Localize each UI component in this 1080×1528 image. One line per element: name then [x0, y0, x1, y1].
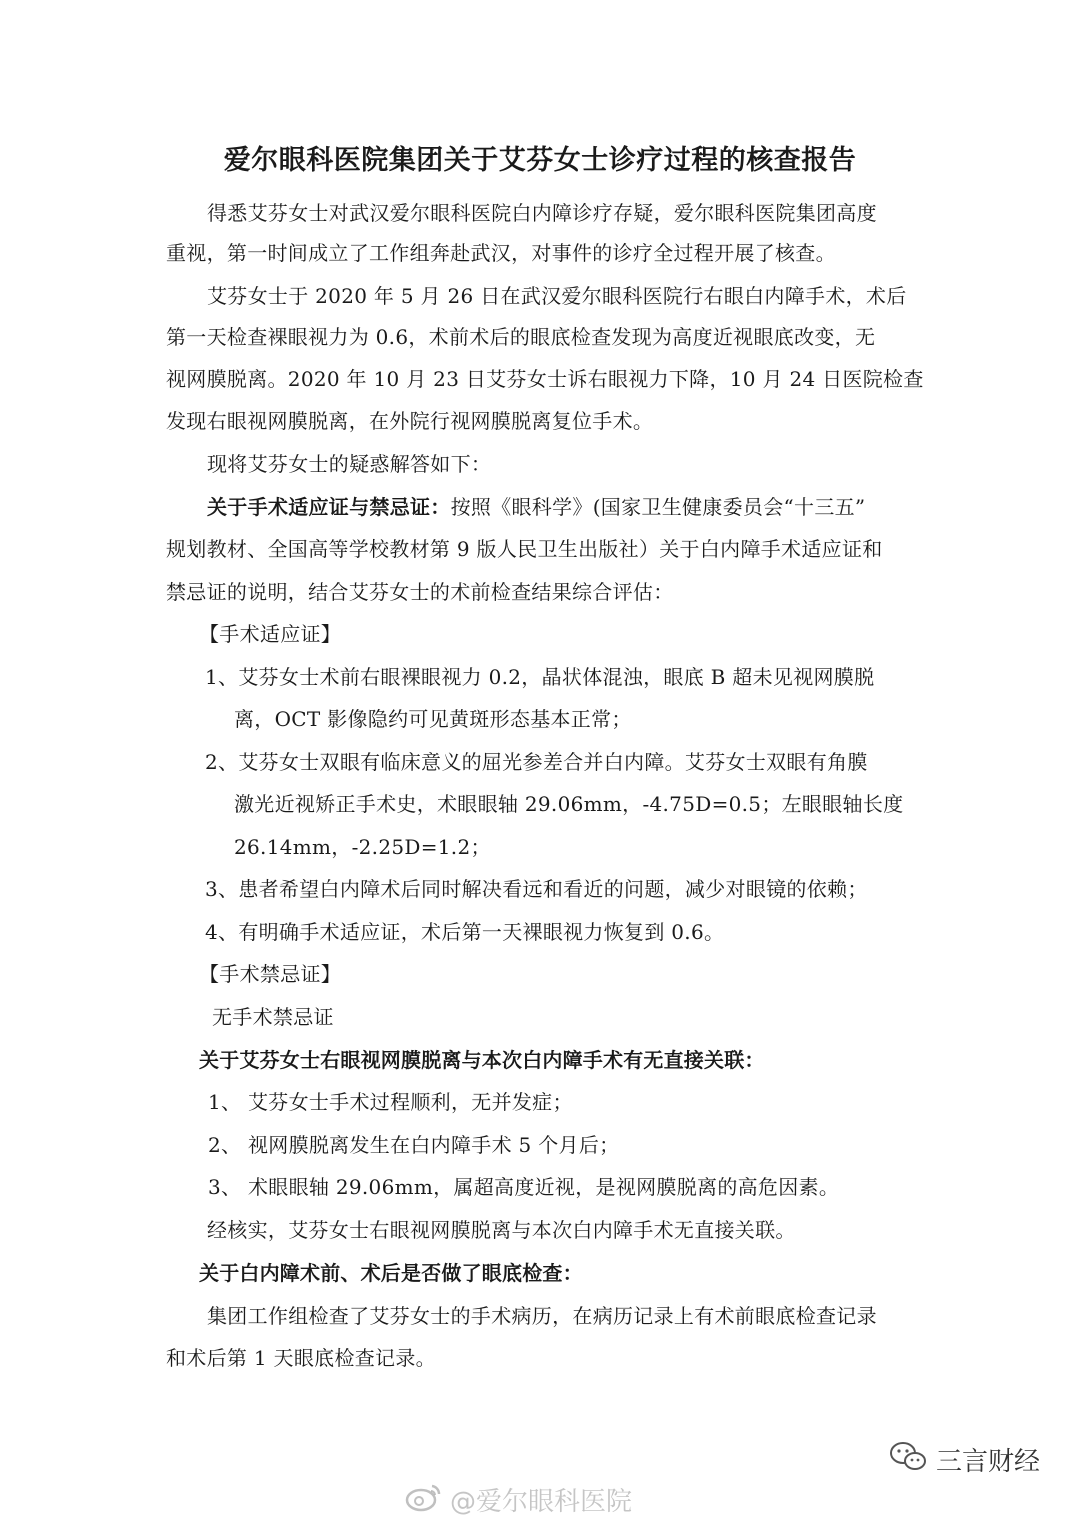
section-3-line-1: 集团工作组检查了艾芬女士的手术病历，在病历记录上有术前眼底检查记录 [207, 1304, 877, 1328]
contraindications-text: 无手术禁忌证 [212, 1005, 334, 1029]
paragraph-1-line-1: 得悉艾芬女士对武汉爱尔眼科医院白内障诊疗存疑，爱尔眼科医院集团高度 [207, 201, 877, 225]
paragraph-3: 现将艾芬女士的疑惑解答如下： [207, 452, 492, 476]
indication-2-line-2: 激光近视矫正手术史，术眼眼轴 29.06mm，-4.75D=0.5；左眼眼轴长度 [234, 792, 904, 816]
indication-2-line-3: 26.14mm，-2.25D=1.2； [234, 835, 491, 859]
paragraph-2-line-3: 视网膜脱离。2020 年 10 月 23 日艾芬女士诉右眼视力下降，10 月 24 日医院检查 [166, 367, 924, 391]
wechat-icon [888, 1440, 928, 1479]
section-2-item-3: 3、 术眼眼轴 29.06mm，属超高度近视，是视网膜脱离的高危因素。 [208, 1175, 840, 1199]
section-3-heading: 关于白内障术前、术后是否做了眼底检查： [199, 1261, 583, 1285]
section-1-line-1 [207, 495, 865, 519]
indication-1-line-1: 1、艾芬女士术前右眼裸眼视力 0.2，晶状体混浊，眼底 B 超未见视网膜脱 [205, 665, 875, 689]
section-2-item-2: 2、 视网膜脱离发生在白内障手术 5 个月后； [208, 1133, 620, 1157]
indication-4: 4、有明确手术适应证，术后第一天裸眼视力恢复到 0.6。 [205, 920, 725, 944]
contraindications-heading: 【手术禁忌证】 [199, 962, 342, 986]
paragraph-2-line-2: 第一天检查裸眼视力为 0.6，术前术后的眼底检查发现为高度近视眼底改变，无 [166, 325, 876, 349]
section-1-line-1-rest: 按照《眼科学》(国家卫生健康委员会“十三五” [450, 495, 866, 519]
indication-1-line-2: 离，OCT 影像隐约可见黄斑形态基本正常； [234, 707, 632, 731]
indication-2-line-1: 2、艾芬女士双眼有临床意义的屈光参差合并白内障。艾芬女士双眼有角膜 [205, 750, 868, 774]
section-1-line-3: 禁忌证的说明，结合艾芬女士的术前检查结果综合评估： [166, 580, 674, 604]
indications-heading: 【手术适应证】 [199, 622, 342, 646]
paragraph-1-line-2: 重视，第一时间成立了工作组奔赴武汉，对事件的诊疗全过程开展了核查。 [166, 241, 836, 265]
weibo-watermark-text: @爱尔眼科医院 [450, 1487, 633, 1517]
section-2-conclusion: 经核实，艾芬女士右眼视网膜脱离与本次白内障手术无直接关联。 [207, 1218, 796, 1242]
paragraph-2-line-4: 发现右眼视网膜脱离，在外院行视网膜脱离复位手术。 [166, 409, 654, 433]
weibo-watermark [404, 1480, 632, 1519]
paragraph-2-line-1: 艾芬女士于 2020 年 5 月 26 日在武汉爱尔眼科医院行右眼白内障手术，术后 [207, 284, 907, 308]
section-2-item-1: 1、 艾芬女士手术过程顺利，无并发症； [208, 1090, 573, 1114]
section-1-heading: 关于手术适应证与禁忌证： [207, 495, 451, 519]
section-2-heading: 关于艾芬女士右眼视网膜脱离与本次白内障手术有无直接关联： [199, 1048, 765, 1072]
document-title: 爱尔眼科医院集团关于艾芬女士诊疗过程的核查报告 [223, 145, 857, 176]
weibo-icon [404, 1480, 444, 1519]
indication-3: 3、患者希望白内障术后同时解决看远和看近的问题，减少对眼镜的依赖； [205, 877, 868, 901]
section-1-line-2: 规划教材、全国高等学校教材第 9 版人民卫生出版社）关于白内障手术适应证和 [166, 537, 883, 561]
wechat-watermark [888, 1440, 1040, 1479]
section-3-line-2: 和术后第 1 天眼底检查记录。 [166, 1346, 436, 1370]
wechat-watermark-text: 三言财经 [936, 1447, 1041, 1477]
